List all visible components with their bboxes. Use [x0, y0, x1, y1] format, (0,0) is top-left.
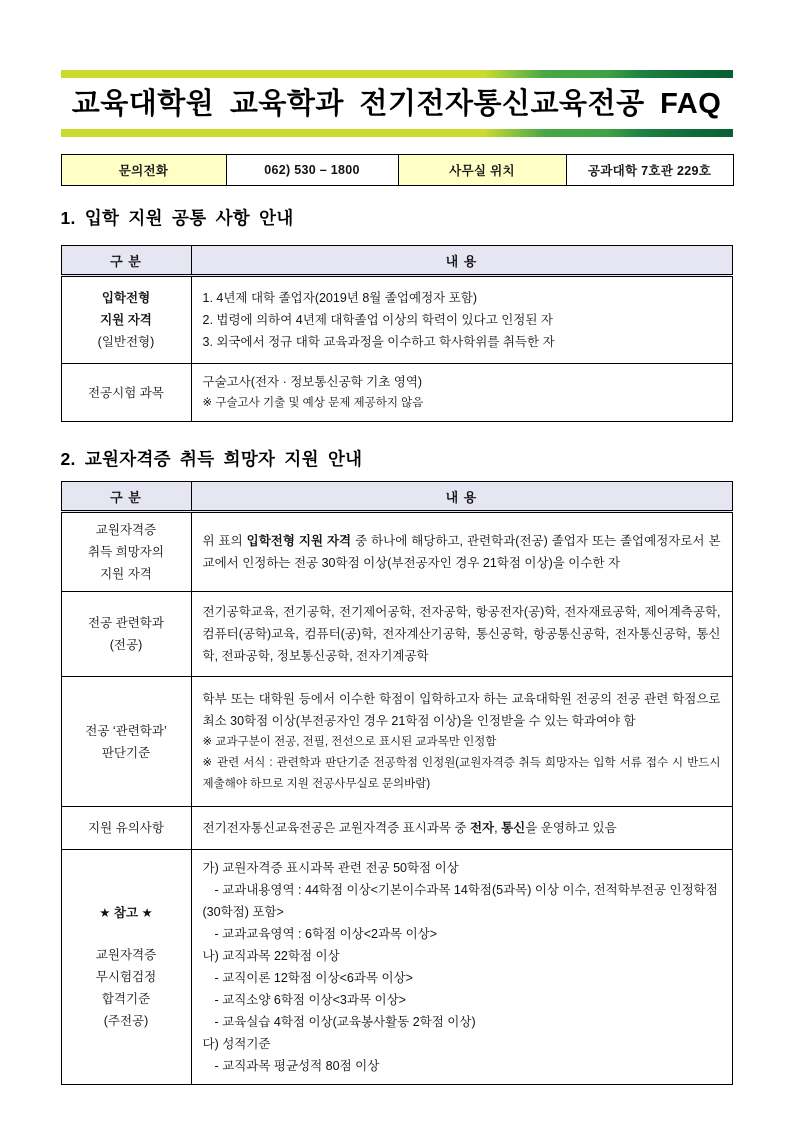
document-page — [61, 0, 733, 1085]
phone-label: 문의전화 — [61, 155, 226, 186]
section1-heading: 1. 입학 지원 공통 사항 안내 — [60, 208, 294, 228]
bold-electronics: 전자 — [469, 821, 495, 835]
exam-main-text: 구술고사(전자 · 정보통신공학 기초 영역) — [202, 375, 423, 389]
admission-common-table — [61, 245, 733, 422]
exam-subject-content — [191, 364, 732, 422]
reference-line: - 교직소양 6학점 이상<3과목 이상> — [214, 993, 406, 1007]
admission-qualification-content — [191, 276, 732, 364]
row-label-admission-qualification: 입학전형 지원 자격 (일반전형) — [61, 276, 191, 364]
table-row — [61, 512, 732, 592]
label-spacer — [66, 924, 187, 944]
table-header-row — [61, 246, 732, 276]
table-header-row — [61, 482, 732, 512]
row-label-reference: ★ 참고 ★ 교원자격증 무시험검정 합격기준 (주전공) — [61, 850, 191, 1085]
qualification-item: 1. 4년제 대학 졸업자(2019년 8월 졸업예정자 포함) — [202, 291, 477, 305]
reference-line: - 교과교육영역 : 6학점 이상<2과목 이상> — [214, 927, 438, 941]
qualification-item: 3. 외국에서 정규 대학 교육과정을 이수하고 학사학위를 취득한 자 — [202, 335, 555, 349]
qualification-item: 2. 법령에 의하여 4년제 대학졸업 이상의 학력이 있다고 인정된 자 — [202, 313, 554, 327]
table-row — [61, 677, 732, 807]
row-label-application-notice: 지원 유의사항 — [61, 807, 191, 850]
column-header-content: 내 용 — [191, 482, 732, 512]
top-accent-bar — [61, 70, 733, 78]
reference-line: 가) 교원자격증 표시과목 관련 전공 50학점 이상 — [202, 861, 459, 875]
reference-line: - 교직이론 12학점 이상<6과목 이상> — [214, 971, 413, 985]
section2-heading: 2. 교원자격증 취득 희망자 지원 안내 — [60, 449, 363, 469]
reference-line: - 교육실습 4학점 이상(교육봉사활동 2학점 이상) — [214, 1015, 476, 1029]
contact-info-table — [61, 154, 734, 186]
row-label-criteria: 전공 ‘관련학과’ 판단기준 — [61, 677, 191, 807]
criteria-content — [191, 677, 732, 807]
bold-admission-qualification: 입학전형 지원 자격 — [246, 534, 352, 548]
phone-value: 062) 530 – 1800 — [226, 155, 398, 186]
exam-note-text: ※ 구술고사 기출 및 예상 문제 제공하지 않음 — [202, 397, 424, 409]
table-row — [61, 850, 732, 1085]
reference-line: 나) 교직과목 22학점 이상 — [202, 949, 340, 963]
teacher-certificate-table — [61, 481, 733, 1085]
table-row — [61, 807, 732, 850]
criteria-note: ※ 교과구분이 전공, 전필, 전선으로 표시된 교과목만 인정함 — [202, 736, 497, 748]
criteria-main-text: 학부 또는 대학원 등에서 이수한 학점이 입학하고자 하는 교육대학원 전공의 전공 관련 학점으로 최소 30학점 이상(부전공자인 경우 21학점 이상)을 인정받을 수 있는 학과여야 함 — [202, 692, 721, 728]
row-label-related-departments: 전공 관련학과 (전공) — [61, 592, 191, 677]
column-header-category: 구 분 — [61, 482, 191, 512]
row-label-exam-subject: 전공시험 과목 — [61, 364, 191, 422]
table-row — [61, 364, 732, 422]
reference-line: 다) 성적기준 — [202, 1037, 271, 1051]
table-row — [61, 276, 732, 364]
application-notice-content: 전기전자통신교육전공은 교원자격증 표시과목 중 전자, 통신을 운영하고 있음 — [191, 807, 732, 850]
reference-content — [191, 850, 732, 1085]
reference-line: - 교직과목 평균성적 80점 이상 — [214, 1059, 380, 1073]
row-label-cert-qualification: 교원자격증 취득 희망자의 지원 자격 — [61, 512, 191, 592]
office-location-label: 사무실 위치 — [398, 155, 566, 186]
contact-row — [61, 155, 733, 186]
criteria-note: ※ 관련 서식 : 관련학과 판단기준 전공학점 인정원(교원자격증 취득 희망자는 입학 서류 접수 시 반드시 제출해야 하므로 지원 전공사무실로 문의바람) — [202, 757, 721, 790]
related-departments-content: 전기공학교육, 전기공학, 전기제어공학, 전자공학, 항공전자(공)학, 전자재료공학, 제어계측공학, 컴퓨터(공학)교육, 컴퓨터(공)학, 전자계산기공학, 통신공학, 항공통신공학, 전자통신공학, 통신학, 전파공학, 정보통신공학, 전자기계공학 — [191, 592, 732, 677]
column-header-category: 구 분 — [61, 246, 191, 276]
page-title: 교육대학원 교육학과 전기전자통신교육전공 FAQ — [71, 88, 722, 120]
cert-qualification-content: 위 표의 입학전형 지원 자격 중 하나에 해당하고, 관련학과(전공) 졸업자 또는 졸업예정자로서 본교에서 인정하는 전공 30학점 이상(부전공자인 경우 21학점 이상)을 이수한 자 — [191, 512, 732, 592]
title-underline-bar — [61, 129, 733, 137]
table-row — [61, 592, 732, 677]
bold-communication: 통신 — [501, 821, 526, 835]
column-header-content: 내 용 — [191, 246, 732, 276]
office-location-value: 공과대학 7호관 229호 — [566, 155, 733, 186]
reference-line: - 교과내용영역 : 44학점 이상<기본이수과목 14학점(5과목) 이상 이수, 전적학부전공 인정학점(30학점) 포함> — [202, 883, 718, 919]
reference-star-label: ★ 참고 ★ — [99, 906, 153, 920]
